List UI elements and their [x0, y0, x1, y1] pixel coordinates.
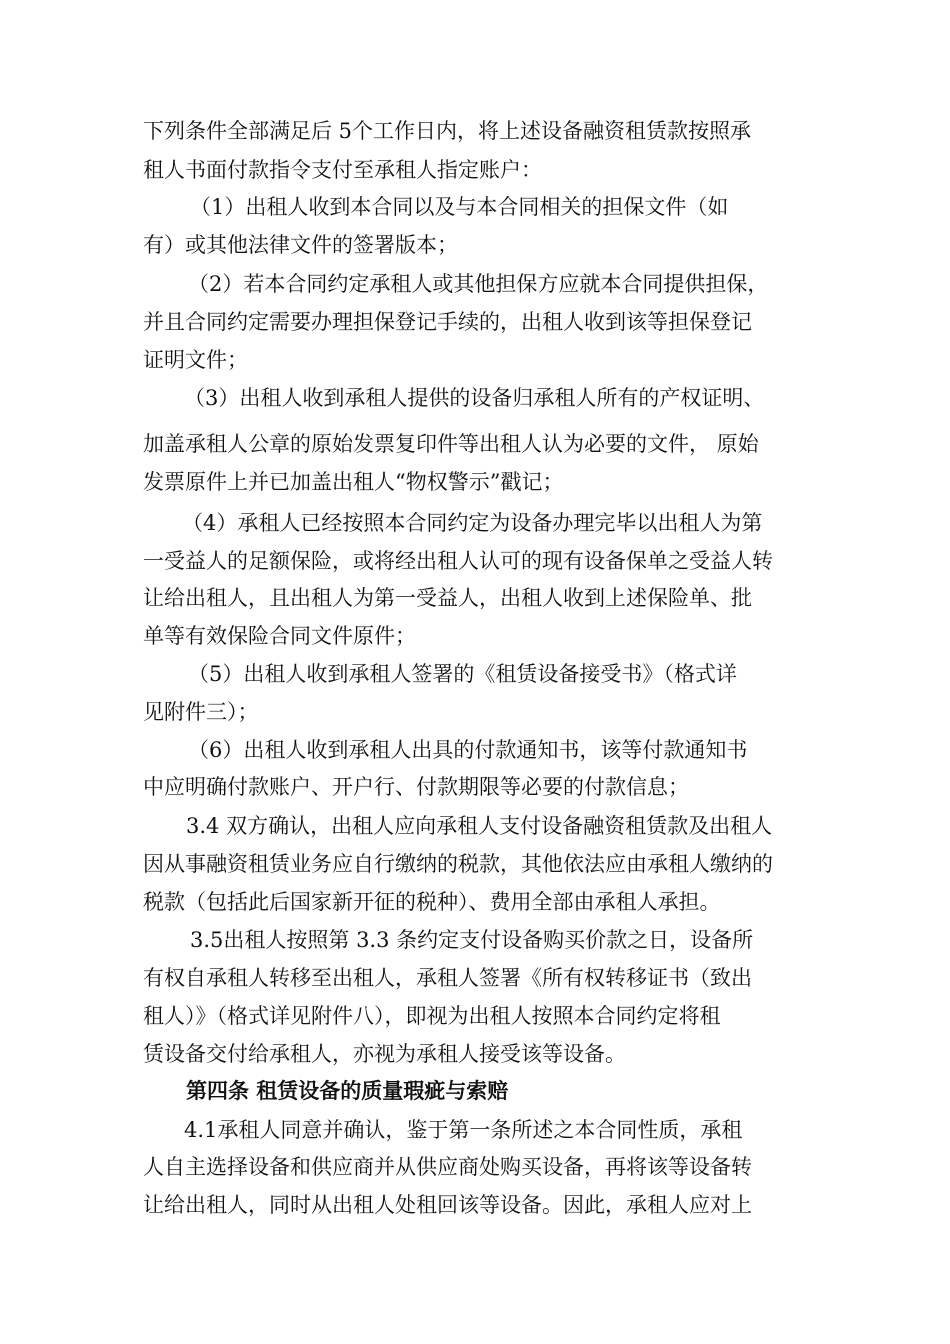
text-line: 租人书面付款指令支付至承租人指定账户： [143, 158, 542, 182]
text-line: 税款（包括此后国家新开征的税种）、费用全部由承租人承担。 [143, 890, 721, 914]
text-line: 有权自承租人转移至出租人，承租人签署《所有权转移证书（致出 [143, 966, 752, 990]
text-line: 证明文件； [143, 348, 248, 372]
text-line: （6）出租人收到承租人出具的付款通知书，该等付款通知书 [188, 738, 748, 762]
text-line: 4.1承租人同意并确认，鉴于第一条所述之本合同性质，承租 [184, 1118, 743, 1142]
text-line: 见附件三）； [143, 700, 259, 724]
text-line: 人自主选择设备和供应商并从供应商处购买设备，再将该等设备转 [143, 1155, 752, 1179]
text-line: （5）出租人收到承租人签署的《租赁设备接受书》（格式详 [188, 662, 737, 686]
text-line: （4）承租人已经按照本合同约定为设备办理完毕以出租人为第 [182, 511, 763, 535]
text-line: 中应明确付款账户、开户行、付款期限等必要的付款信息； [143, 775, 689, 799]
text-line: 3.4 双方确认，出租人应向承租人支付设备融资租赁款及出租人 [186, 814, 773, 838]
text-line: 加盖承租人公章的原始发票复印件等出租人认为必要的文件， 原始 [143, 432, 759, 456]
text-line: 3.5出租人按照第 3.3 条约定支付设备购买价款之日，设备所 [190, 928, 754, 952]
text-line: 租人）》（格式详见附件八），即视为出租人按照本合同约定将租 [143, 1004, 721, 1028]
text-line: 因从事融资租赁业务应自行缴纳的税款，其他依法应由承租人缴纳的 [143, 852, 773, 876]
text-line: 发票原件上并已加盖出租人“物权警示”戳记； [143, 470, 564, 494]
text-line: 让给出租人，同时从出租人处租回该等设备。因此，承租人应对上 [143, 1193, 752, 1217]
text-line: 单等有效保险合同文件原件； [143, 624, 416, 648]
text-line: 有）或其他法律文件的签署版本； [143, 233, 458, 257]
text-line: 并且合同约定需要办理担保登记手续的，出租人收到该等担保登记 [143, 310, 752, 334]
text-line: 让给出租人，且出租人为第一受益人，出租人收到上述保险单、批 [143, 586, 752, 610]
section-heading: 第四条 租赁设备的质量瑕疵与索赔 [186, 1079, 509, 1103]
text-line: 一受益人的足额保险，或将经出租人认可的现有设备保单之受益人转 [143, 549, 773, 573]
text-line: 下列条件全部满足后 5个工作日内，将上述设备融资租赁款按照承 [143, 119, 752, 143]
text-line: 赁设备交付给承租人，亦视为承租人接受该等设备。 [143, 1042, 626, 1066]
text-line: （2）若本合同约定承租人或其他担保方应就本合同提供担保， [188, 272, 769, 296]
text-line: （1）出租人收到本合同以及与本合同相关的担保文件（如 [190, 195, 729, 219]
text-line: （3）出租人收到承租人提供的设备归承租人所有的产权证明、 [184, 386, 765, 410]
